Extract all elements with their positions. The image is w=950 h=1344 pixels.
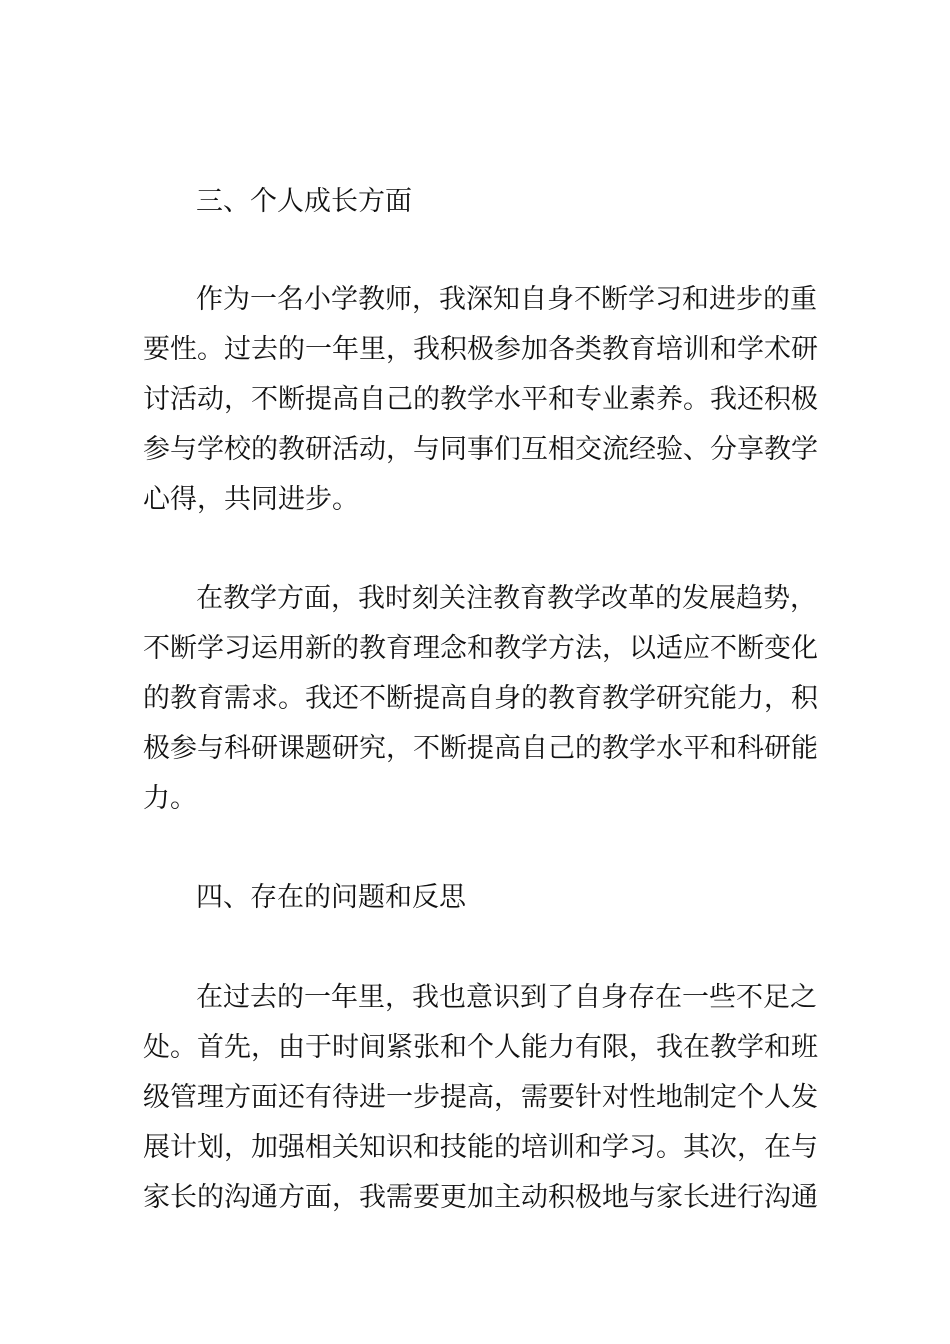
paragraph-line: 级管理方面还有待进一步提高，需要针对性地制定个人发 [143,1082,818,1113]
paragraph-line: 要性。过去的一年里，我积极参加各类教育培训和学术研 [143,334,818,365]
paragraph-line: 在教学方面，我时刻关注教育教学改革的发展趋势， [196,583,817,614]
paragraph-line: 展计划，加强相关知识和技能的培训和学习。其次，在与 [143,1132,818,1163]
paragraph-line: 在过去的一年里，我也意识到了自身存在一些不足之 [196,982,817,1013]
paragraph-line: 参与学校的教研活动，与同事们互相交流经验、分享教学 [143,434,818,465]
paragraph-line: 力。 [143,783,197,814]
section-heading-personal-growth: 三、个人成长方面 [196,186,412,217]
section-heading-problems-reflection: 四、存在的问题和反思 [196,882,466,913]
paragraph-line: 心得，共同进步。 [143,484,359,515]
paragraph-line: 处。首先，由于时间紧张和个人能力有限，我在教学和班 [143,1032,818,1063]
paragraph-line: 的教育需求。我还不断提高自身的教育教学研究能力，积 [143,683,818,714]
paragraph-line: 不断学习运用新的教育理念和教学方法，以适应不断变化 [143,633,818,664]
paragraph-line: 作为一名小学教师，我深知自身不断学习和进步的重 [196,284,817,315]
paragraph-line: 家长的沟通方面，我需要更加主动积极地与家长进行沟通 [143,1182,818,1213]
paragraph-line: 讨活动，不断提高自己的教学水平和专业素养。我还积极 [143,384,818,415]
paragraph-line: 极参与科研课题研究，不断提高自己的教学水平和科研能 [143,733,818,764]
